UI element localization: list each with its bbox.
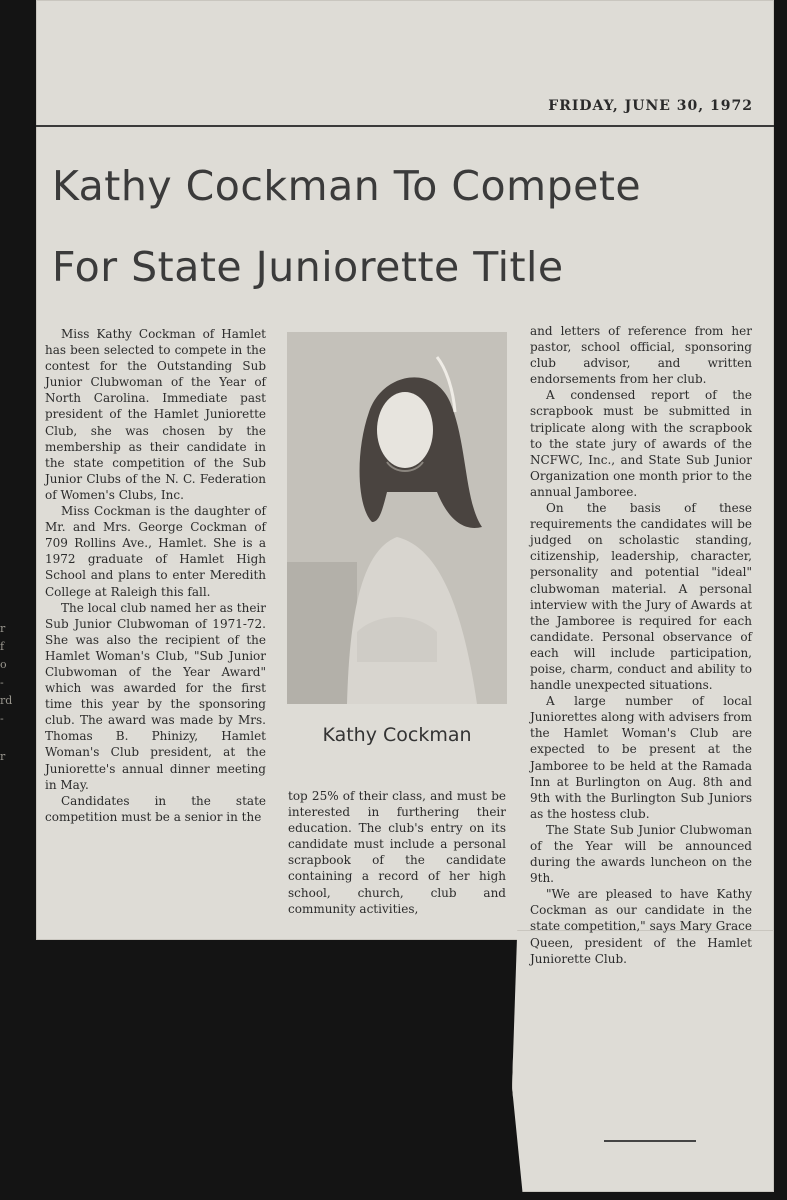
paragraph: Miss Cockman is the daughter of Mr. and Mrs. George Cockman of 709 Rollins Ave., Hamlet. She is a 1972 graduate of Hamlet High School and plans to enter Meredith College at Raleigh this fall. (45, 504, 266, 599)
article-column-2 (288, 788, 506, 917)
paragraph: On the basis of these requirements the candidates will be judged on scholastic standing, citizenship, leadership, character, personality and potential "ideal" clubwoman material. A personal interview with the Jury of Awards at the Jamboree is required for each candidate. Personal observance of each will include participation, poise, charm, conduct and ability to handle unexpected situations. (530, 501, 752, 693)
paragraph: and letters of reference from her pastor, school official, sponsoring club advisor, and written endorsements from her club. (530, 324, 752, 387)
torn-edge-letter: f (0, 640, 5, 653)
article-end-rule (604, 1140, 696, 1142)
torn-edge-fragment (0, 620, 20, 770)
paragraph: top 25% of their class, and must be interested in furthering their education. The club's entry on its candidate must include a personal scrapbook of the candidate containing a record of her high school, church, club and community activities, (288, 789, 506, 916)
torn-edge-letter: r (0, 622, 6, 635)
newspaper-clipping-tail (512, 930, 774, 1192)
article-column-1 (45, 326, 266, 825)
article-column-3 (530, 323, 752, 967)
dateline: FRIDAY, JUNE 30, 1972 (548, 98, 753, 114)
torn-edge-letter: rd (0, 694, 13, 707)
paragraph: A large number of local Juniorettes along with advisers from the Hamlet Woman's Club are expected to be present at the Jamboree to be held at the Ramada Inn at Burlington on Aug. 8th and 9th with the Burlington Sub Juniors as the hostess club. (530, 694, 753, 821)
portrait-illustration (287, 332, 507, 704)
torn-edge-letter: - (0, 712, 4, 725)
masthead-rule (36, 125, 774, 127)
portrait-photo (287, 332, 507, 704)
torn-edge-letter: r (0, 750, 6, 763)
paragraph: Candidates in the state competition must be a senior in the (45, 793, 266, 824)
paragraph: A condensed report of the scrapbook must be submitted in triplicate along with the scrapbook to the state jury of awards of the NCFWC, Inc., and State Sub Junior Organization one month prior to the annual Jamboree. (530, 388, 752, 499)
photo-caption: Kathy Cockman (322, 724, 472, 746)
headline-line-1: Kathy Cockman To Compete (52, 162, 642, 210)
paragraph: The State Sub Junior Clubwoman of the Year will be announced during the awards luncheon on the 9th. (530, 822, 752, 886)
paragraph: "We are pleased to have Kathy Cockman as our candidate in the state competition," says Mary Grace Queen, president of the Hamlet Juniorette Club. (530, 887, 752, 966)
paragraph: Miss Kathy Cockman of Hamlet has been selected to compete in the contest for the Outstanding Sub Junior Clubwoman of the Year of North Carolina. Immediate past president of the Hamlet Juniorette Club, she was chosen by the membership as their candidate in the state competition of the Sub Junior Clubs of the N. C. Federation of Women's Clubs, Inc. (45, 327, 266, 502)
torn-edge-letter: - (0, 676, 4, 689)
torn-edge-letter: o (0, 658, 7, 671)
headline-line-2: For State Juniorette Title (52, 243, 564, 291)
paragraph: The local club named her as their Sub Junior Clubwoman of 1971-72. She was also the recipient of the Hamlet Woman's Club, "Sub Junior Clubwoman of the Year Award" which was awarded for the first time this year by the sponsoring club. The award was made by Mrs. Thomas B. Phinizy, Hamlet Woman's Club president, at the Juniorette's annual dinner meeting in May. (45, 600, 266, 792)
